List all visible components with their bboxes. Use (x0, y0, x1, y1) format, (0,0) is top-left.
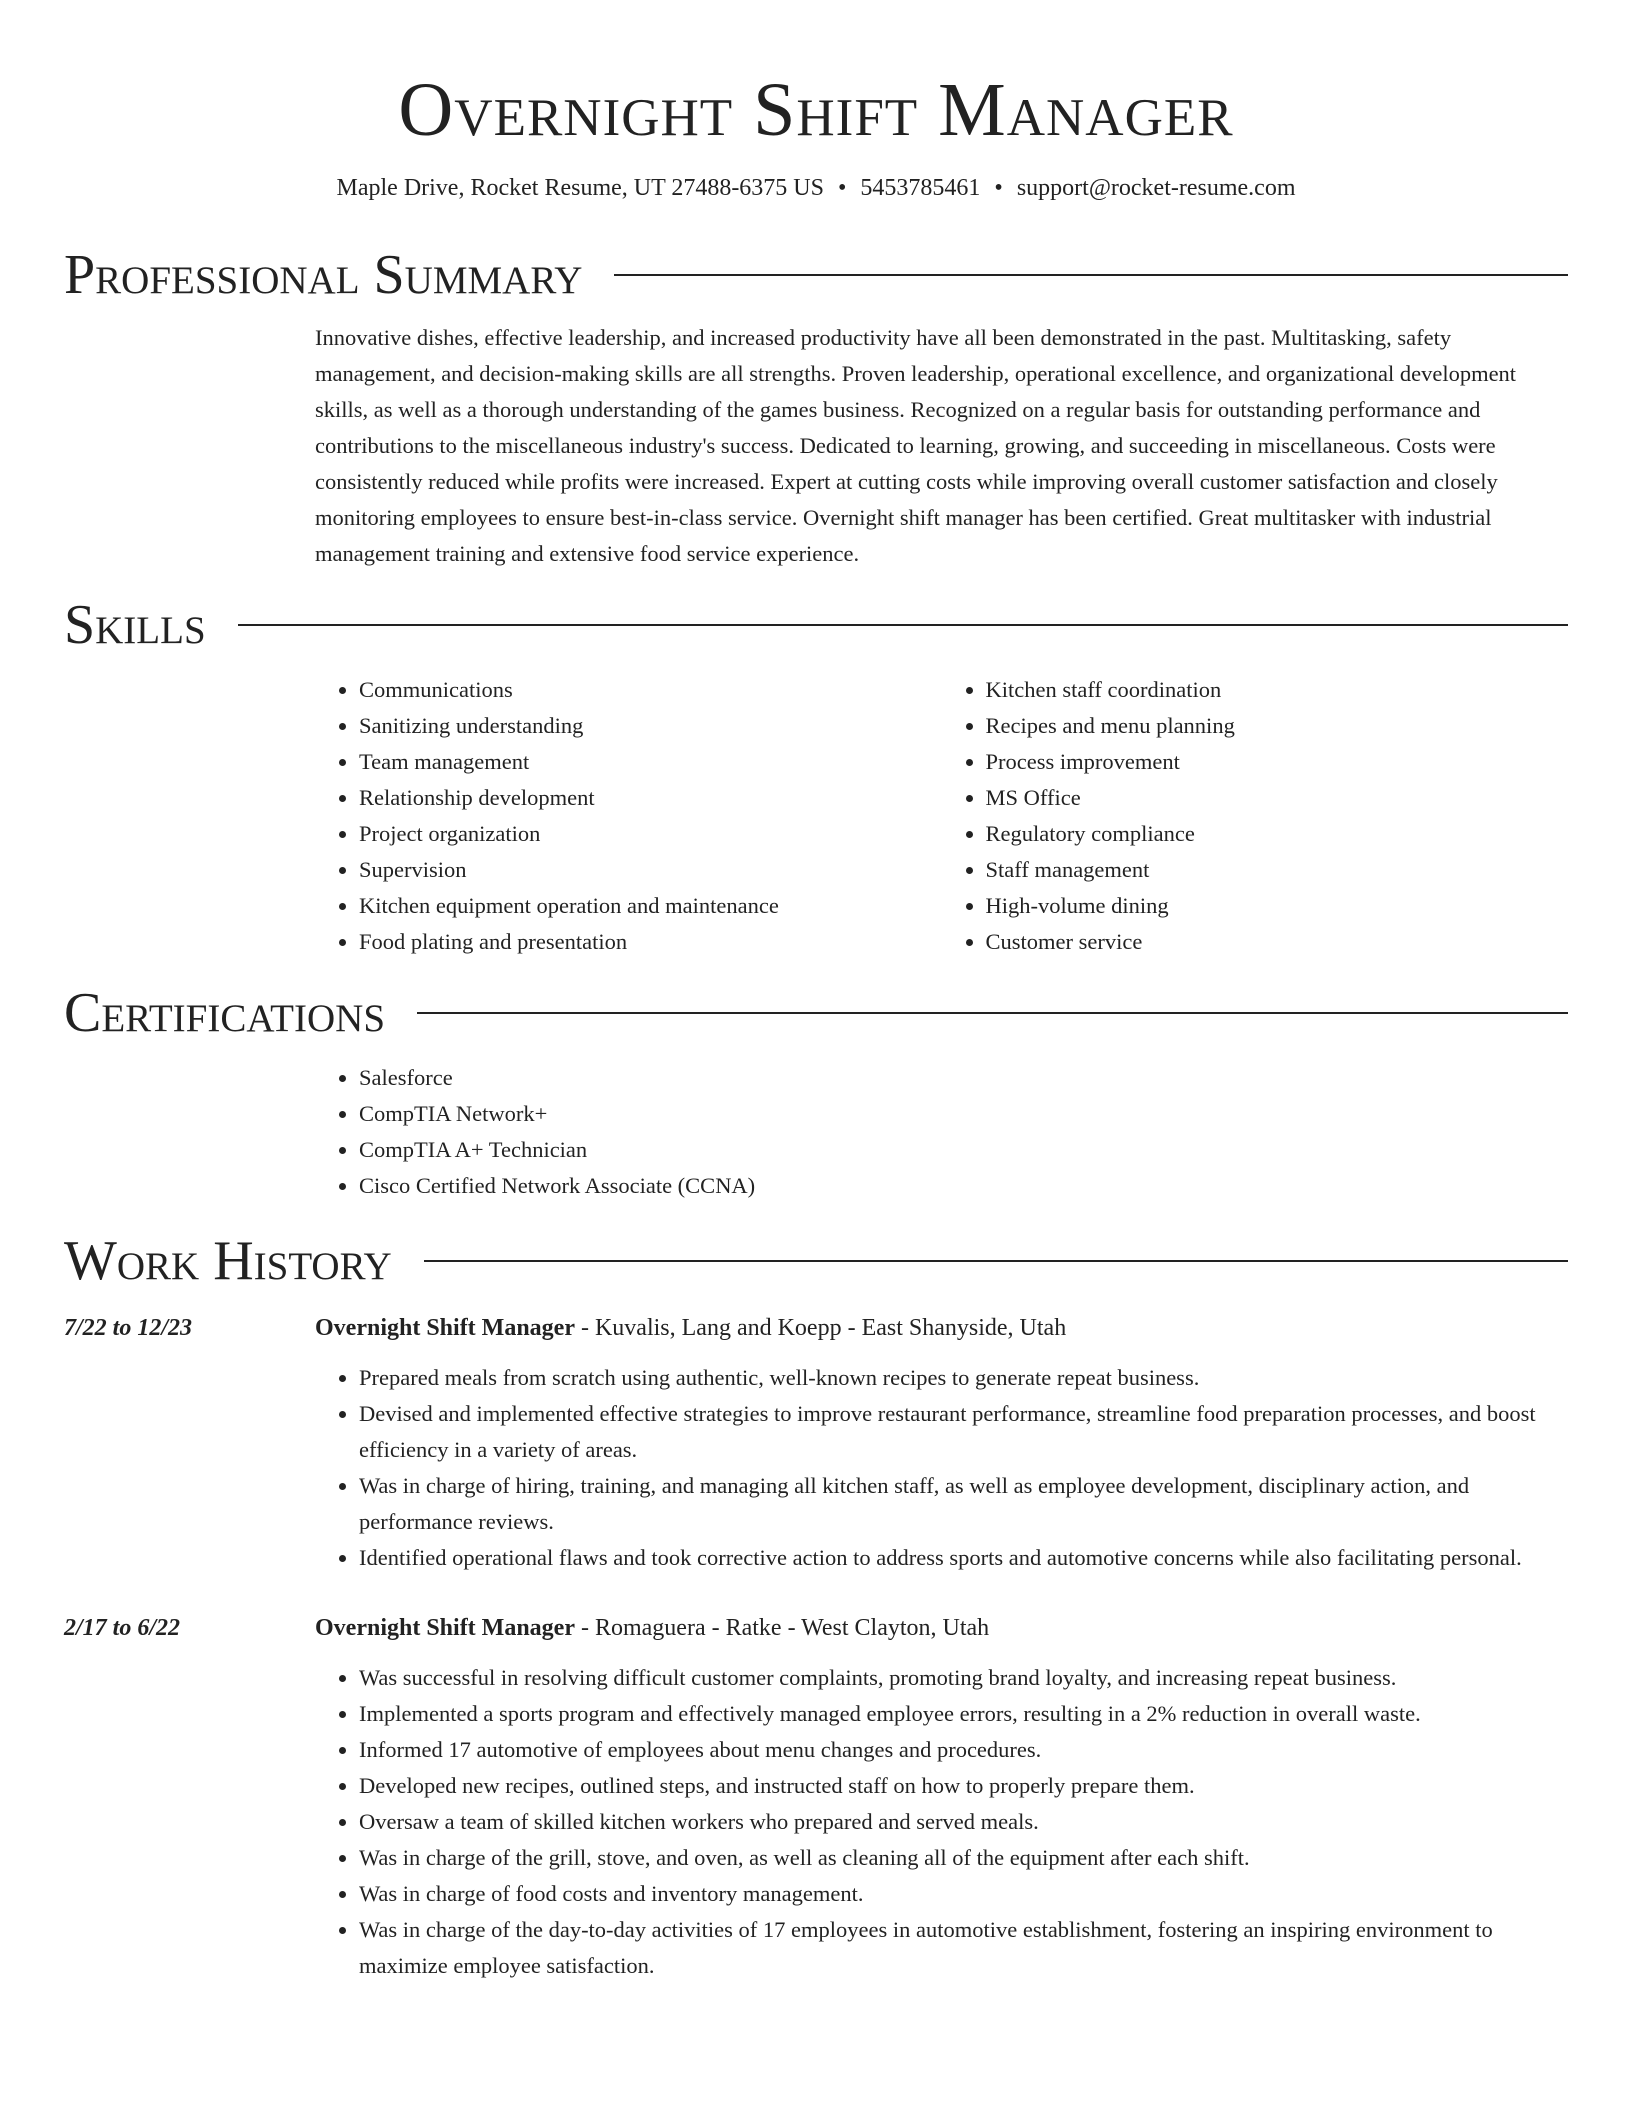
job-bullets (315, 1360, 1568, 1576)
job-bullet: • Was successful in resolving difficult customer complaints, promoting brand loyalty, and increasing repeat business. (359, 1660, 1568, 1696)
email: support@rocket-resume.com (1016, 175, 1296, 201)
job-title-line (315, 1610, 1568, 1646)
job-bullet: • Was in charge of the grill, stove, and oven, as well as cleaning all of the equipment after each shift. (359, 1840, 1568, 1876)
skill-item: • Recipes and menu planning (986, 708, 1569, 744)
skill-item: • High-volume dining (986, 888, 1569, 924)
section-divider (424, 1260, 1568, 1262)
certification-item: • CompTIA Network+ (359, 1096, 1568, 1132)
summary-heading: Professional Summary (64, 244, 583, 306)
skills-column-right (942, 672, 1569, 960)
job-company: - Kuvalis, Lang and Koepp - East Shanyside, Utah (574, 1315, 1067, 1341)
job-bullet: • Was in charge of food costs and inventory management. (359, 1876, 1568, 1912)
job-bullet: • Prepared meals from scratch using authentic, well-known recipes to generate repeat business. (359, 1360, 1568, 1396)
job-entry (64, 1610, 1568, 1984)
job-bullet: • Devised and implemented effective strategies to improve restaurant performance, streamline food preparation processes, and boost efficiency in a variety of areas. (359, 1396, 1568, 1468)
job-details (315, 1310, 1568, 1576)
skill-item: • Regulatory compliance (986, 816, 1569, 852)
skills-list (315, 672, 1568, 960)
address: Maple Drive, Rocket Resume, UT 27488-6375 US (336, 175, 824, 201)
summary-body (315, 320, 1568, 572)
skill-item: • Sanitizing understanding (359, 708, 942, 744)
skill-item: • Communications (359, 672, 942, 708)
job-bullet: • Oversaw a team of skilled kitchen workers who prepared and served meals. (359, 1804, 1568, 1840)
skill-item: • Kitchen staff coordination (986, 672, 1569, 708)
skill-item: • Supervision (359, 852, 942, 888)
certifications-list (315, 1060, 1568, 1204)
skill-item: • Staff management (986, 852, 1569, 888)
job-bullet: • Implemented a sports program and effectively managed employee errors, resulting in a 2% reduction in overall waste. (359, 1696, 1568, 1732)
certification-item: • CompTIA A+ Technician (359, 1132, 1568, 1168)
certifications-section-header (64, 980, 1568, 1046)
skill-item: • Food plating and presentation (359, 924, 942, 960)
job-title: Overnight Shift Manager (315, 1615, 575, 1641)
contact-line (64, 168, 1568, 208)
skill-item: • Process improvement (986, 744, 1569, 780)
skills-section-header (64, 592, 1568, 658)
separator-dot: • (994, 175, 1003, 201)
skill-item: • Project organization (359, 816, 942, 852)
section-divider (614, 274, 1568, 276)
job-title: Overnight Shift Manager (315, 1315, 575, 1341)
skill-item: • Relationship development (359, 780, 942, 816)
skill-item: • Kitchen equipment operation and maintenance (359, 888, 942, 924)
certification-item: • Salesforce (359, 1060, 1568, 1096)
job-bullet: • Informed 17 automotive of employees about menu changes and procedures. (359, 1732, 1568, 1768)
work-heading: Work History (64, 1230, 392, 1292)
skill-item: • MS Office (986, 780, 1569, 816)
job-details (315, 1610, 1568, 1984)
candidate-name: Overnight Shift Manager (398, 68, 1234, 152)
separator-dot: • (838, 175, 847, 201)
phone: 5453785461 (860, 175, 981, 201)
skills-heading: Skills (64, 594, 206, 656)
job-dates: 7/22 to 12/23 (64, 1315, 193, 1341)
section-divider (238, 624, 1568, 626)
skill-item: • Team management (359, 744, 942, 780)
work-section-header (64, 1228, 1568, 1294)
certification-item: • Cisco Certified Network Associate (CCNA) (359, 1168, 1568, 1204)
skills-column-left (315, 672, 942, 960)
summary-text: Innovative dishes, effective leadership, and increased productivity have all been demonstrated in the past. Multitasking, safety management, and decision-making skills are all strengths. Proven leadership, operational excellence, and organizational development skills, as well as a thorough understanding of the games business. Recognized on a regular basis for outstanding performance and contributions to the miscellaneous industry's success. Dedicated to learning, growing, and succeeding in miscellaneous. Costs were consistently reduced while profits were increased. Expert at cutting costs while improving overall customer satisfaction and closely monitoring employees to ensure best-in-class service. Overnight shift manager has been certified. Great multitasker with industrial management training and extensive food service experience. (315, 325, 1517, 566)
summary-section-header (64, 242, 1568, 308)
job-bullet: • Developed new recipes, outlined steps, and instructed staff on how to properly prepare them. (359, 1768, 1568, 1804)
section-divider (417, 1012, 1568, 1014)
job-bullets (315, 1660, 1568, 1984)
job-title-line (315, 1310, 1568, 1346)
job-bullet: • Was in charge of the day-to-day activities of 17 employees in automotive establishment, fostering an inspiring environment to maximize employee satisfaction. (359, 1912, 1568, 1984)
skill-item: • Customer service (986, 924, 1569, 960)
job-entry (64, 1310, 1568, 1576)
job-company: - Romaguera - Ratke - West Clayton, Utah (574, 1615, 990, 1641)
job-bullet: • Was in charge of hiring, training, and managing all kitchen staff, as well as employee development, disciplinary action, and performance reviews. (359, 1468, 1568, 1540)
certifications-heading: Certifications (64, 982, 386, 1044)
job-dates: 2/17 to 6/22 (64, 1615, 181, 1641)
job-bullet: • Identified operational flaws and took corrective action to address sports and automotive concerns while also facilitating personal. (359, 1540, 1568, 1576)
